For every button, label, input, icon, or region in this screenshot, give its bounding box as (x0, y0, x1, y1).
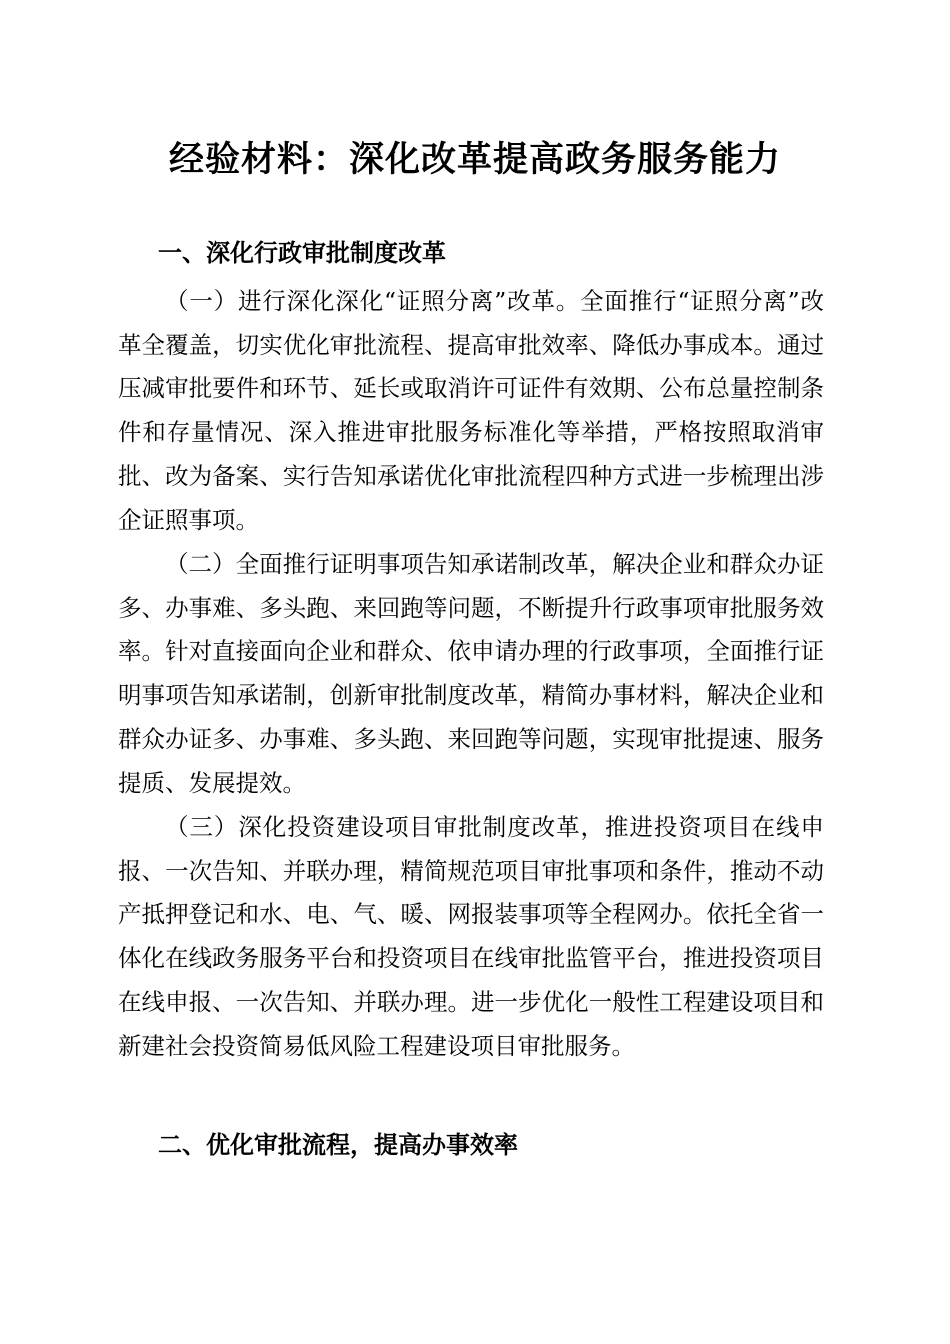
section-heading-1: 一、深化行政审批制度改革 (158, 239, 446, 267)
paragraph-3: （三）深化投资建设项目审批制度改革，推进投资项目在线申报、一次告知、并联办理，精简规范项目审批事项和条件，推动不动产抵押登记和水、电、气、暖、网报装事项等全程网办。依托全省一体化在线政务服务平台和投资项目在线审批监管平台，推进投资项目在线申报、一次告知、并联办理。进一步优化一般性工程建设项目和新建社会投资简易低风险工程建设项目审批服务。 (118, 813, 824, 1060)
paragraph-2: （二）全面推行证明事项告知承诺制改革，解决企业和群众办证多、办事难、多头跑、来回跑等问题，不断提升行政事项审批服务效率。针对直接面向企业和群众、依申请办理的行政事项，全面推行证明事项告知承诺制，创新审批制度改革，精简办事材料，解决企业和群众办证多、办事难、多头跑、来回跑等问题，实现审批提速、服务提质、发展提效。 (118, 550, 824, 797)
document-title: 经验材料：深化改革提高政务服务能力 (168, 139, 781, 180)
paragraph-1: （一）进行深化深化“证照分离”改革。全面推行“证照分离”改革全覆盖，切实优化审批流程、提高审批效率、降低办事成本。通过压减审批要件和环节、延长或取消许可证件有效期、公布总量控制条件和存量情况、深入推进审批服务标准化等举措，严格按照取消审批、改为备案、实行告知承诺优化审批流程四种方式进一步梳理出涉企证照事项。 (118, 287, 824, 534)
section-heading-2: 二、优化审批流程，提高办事效率 (158, 1131, 518, 1159)
